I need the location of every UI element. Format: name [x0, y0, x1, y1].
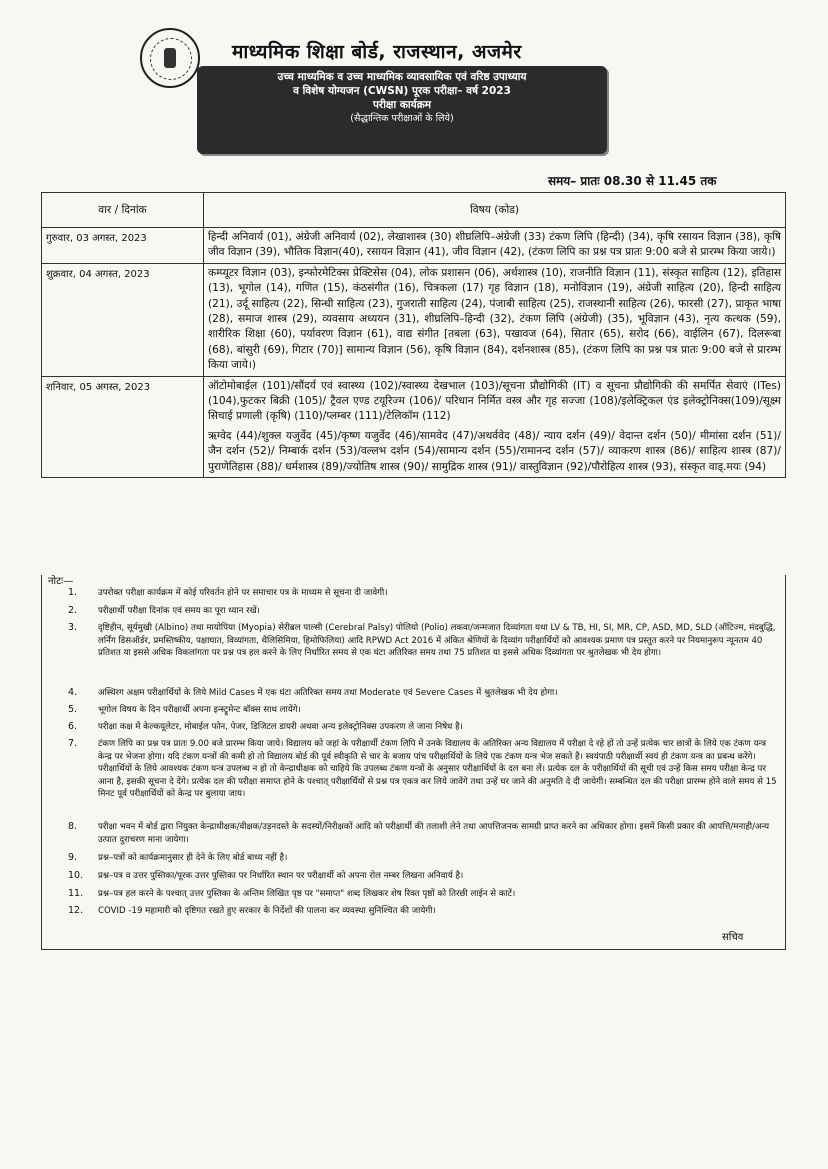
note-number: 1.	[68, 587, 78, 598]
note-number: 4.	[68, 687, 78, 698]
column-header-subject: विषय (कोड)	[204, 193, 786, 228]
signature-label: सचिव	[722, 932, 744, 943]
note-text: टंकण लिपि का प्रश्न पत्र प्रातः 9.00 बजे प्रारम्भ किया जाये। विद्यालय को जहां के परीक्षार्थी टंकण लिपि में उनके विद्यालय के अतिरिक्त अन्य विद्यालय में परीक्षा दे रहे हों तो उन्हें प्रत्येक चार छात्रों के लिये एक टंकण यन्त्र केन्द्र पर भेजना होगा। यदि टंकण यन्त्रों की कमी हो तो विद्यालय बोर्ड की पूर्व स्वीकृति से चार के बजाय पांच परीक्षार्थियों के लिये एक टंकण यन्त्र भेज सकते है। स्वयंपाठी परीक्षार्थी स्वयं ही टंकण यन्त्र का प्रबन्ध करेंगे। परीक्षार्थियों के लिये आवश्यक टंकण यन्त्र उपलब्ध न हो तो केन्द्राधीक्षक को चाहिये कि उपलब्ध टंकण यन्त्रों के अनुसार परीक्षार्थियों के दल बना लें। प्रत्येक दल के परीक्षार्थियों की सूची एवं उन्हें किस समय परीक्षा केन्द्र पर आना है, इसकी सूचना दे देंगे। प्रत्येक दल की परीक्षा समाप्त होने के पश्चात् परीक्षार्थियों से प्रश्न पत्र एकत्र कर लिये जावेंगे तथा उन्हें घर जाने की अनुमति दे दी जायेगी। सम्बन्धित दल की परीक्षा प्रारम्भ होने वाले समय से 15 मिनट पूर्व परीक्षार्थियों को केन्द्र पर बुलाया जाय।	[98, 739, 777, 800]
note-number: 9.	[68, 852, 78, 863]
note-item	[68, 687, 780, 700]
note-item	[68, 622, 780, 660]
note-number: 11.	[68, 888, 84, 899]
note-item	[68, 738, 780, 801]
banner-line-1: उच्च माध्यमिक व उच्च माध्यमिक व्यावसायिक एवं वरिष्ठ उपाध्याय	[277, 71, 527, 83]
notes-title: नोटः—	[48, 576, 74, 587]
note-text: प्रश्न–पत्रों को कार्यक्रमानुसार ही देने के लिए बोर्ड बाध्य नहीं है।	[98, 853, 288, 863]
banner-line-4: (सैद्धान्तिक परीक्षाओं के लिये)	[350, 113, 454, 124]
column-header-day: वार / दिनांक	[42, 193, 204, 228]
notes-section	[41, 575, 786, 950]
note-item	[68, 870, 780, 883]
board-title: माध्यमिक शिक्षा बोर्ड, राजस्थान, अजमेर	[232, 41, 522, 63]
note-text: परीक्षा भवन में बोर्ड द्वारा नियुक्त केन्द्राधीक्षक/वीक्षक/उड़नदस्ते के सदस्यों/निरीक्षकों आदि को परीक्षार्थी की तलाशी लेने तथा आपत्तिजनक सामग्री प्राप्त करने का अधिकार होगा। इसमें किसी प्रकार की आपत्ति/मनाही/अन्य उत्पात दुराचरण माना जायेगा।	[98, 822, 770, 845]
schedule-table	[41, 192, 786, 478]
note-number: 7.	[68, 738, 78, 749]
note-text: भूगोल विषय के दिन परीक्षार्थी अपना इन्स्ट्रूमेन्ट बॉक्स साथ लायेंगे।	[98, 705, 301, 715]
row-subjects: कम्प्यूटर विज्ञान (03), इन्फोरमेटिक्स प्रेक्टिसेस (04), लोक प्रशासन (06), अर्थशास्त्र (10), राजनीति विज्ञान (11), संस्कृत साहित्य (12), इतिहास (13), भूगोल (14), गणित (15), कंठसंगीत (16), चित्रकला (17) गृह विज्ञान (18), मनोविज्ञान (19), अंग्रेजी साहित्य (20), हिन्दी साहित्य (21), उर्दू साहित्य (22), सिन्धी साहित्य (23), गुजराती साहित्य (24), पंजाबी साहित्य (25), राजस्थानी साहित्य (26), फारसी (27), प्राकृत भाषा (28), समाज शास्त्र (29), व्यवसाय अध्ययन (31), शीघ्रलिपि–हिन्दी (32), टंकण लिपि (अंग्रेजी) (35), भूविज्ञान (43), नृत्य कत्थक (59), शारीरिक शिक्षा (60), पर्यावरण विज्ञान (61), वाद्य संगीत [तबला (63), पखावज (64), सितार (65), सरोद (66), वाईलिन (67), दिलरूबा (68), बांसुरी (69), गिटार (70)] सामान्य विज्ञान (56), कृषि विज्ञान (84), दर्शनशास्त्र (85), (टंकण लिपि का प्रश्न पत्र प्रातः 9:00 बजे से प्रारम्भ किया जाये।)	[204, 263, 786, 376]
note-number: 6.	[68, 721, 78, 732]
note-number: 10.	[68, 870, 84, 881]
row-day: शुक्रवार, 04 अगस्त, 2023	[42, 263, 204, 376]
table-header-row	[42, 193, 786, 228]
note-item	[68, 587, 780, 600]
table-row	[42, 228, 786, 264]
row-subjects-sanskrit: ऋग्वेद (44)/शुक्ल यजुर्वेद (45)/कृष्ण यजुर्वेद (46)/सामवेद (47)/अथर्ववेद (48)/ न्याय दर्शन (49)/ वेदान्त दर्शन (50)/ मीमांसा दर्शन (51)/ जैन दर्शन (52)/ निम्बार्क दर्शन (53)/वल्लभ दर्शन (54)/सामान्य दर्शन (55)/रामानन्द दर्शन (57)/ व्याकरण शास्त्र (86)/ साहित्य शास्त्र (87)/पुराणेतिहास (88)/ धर्मशास्त्र (89)/ज्योतिष शास्त्र (90)/ सामुद्रिक शास्त्र (91)/ वास्तुविज्ञान (92)/पौरोहित्य शास्त्र (93), संस्कृत वाड्.मयः (94)	[208, 429, 781, 473]
note-text: COVID -19 महामारी को दृष्टिगत रखते हुए सरकार के निर्देशों की पालना कर व्यवस्था सुनिश्चित की जायेगी।	[98, 906, 436, 916]
note-text: प्रश्न–पत्र हल करने के पश्चात् उत्तर पुस्तिका के अन्तिम लिखित पृष्ठ पर "समाप्त" शब्द लिखकर शेष रिक्त पृष्ठों को तिरछी लाईन से काटें।	[98, 889, 516, 899]
note-number: 3.	[68, 622, 78, 633]
banner-line-2: व विशेष योग्यजन (CWSN) पूरक परीक्षा– वर्ष 2023	[293, 85, 511, 97]
row-day: गुरुवार, 03 अगस्त, 2023	[42, 228, 204, 264]
note-number: 2.	[68, 605, 78, 616]
note-text: परीक्षार्थी परीक्षा दिनांक एवं समय का पूरा ध्यान रखें।	[98, 606, 260, 616]
banner-line-3: परीक्षा कार्यक्रम	[372, 99, 432, 111]
row-day: शनिवार, 05 अगस्त, 2023	[42, 376, 204, 477]
row-subjects: हिन्दी अनिवार्य (01), अंग्रेजी अनिवार्य (02), लेखाशास्त्र (30) शीघ्रलिपि–अंग्रेजी (33) टंकण लिपि (हिन्दी) (34), कृषि रसायन विज्ञान (38), कृषि जीव विज्ञान (39), भौतिक विज्ञान(40), रसायन विज्ञान (41), जीव विज्ञान (42), (टंकण लिपि का प्रश्न पत्र प्रातः 9:00 बजे से प्रारम्भ किया जाये।)	[204, 228, 786, 264]
note-text: उपरोक्त परीक्षा कार्यक्रम में कोई परिवर्तन होने पर समाचार पत्र के माध्यम से सूचना दी जावेगी।	[98, 588, 388, 598]
note-text: अस्थिरग अक्षम परीक्षार्थियों के लिये Mild Cases में एक घंटा अतिरिक्त समय तथा Moderate एवं Severe Cases में श्रुतलेखक भी देय होगा।	[98, 688, 558, 698]
note-item	[68, 821, 780, 846]
row-subjects-group	[204, 376, 786, 477]
note-item	[68, 704, 780, 717]
note-text: परीक्षा कक्ष में केल्कयूलेटर, मोबाईल फोन, पेजर, डिजिटल डायरी अथवा अन्य इलेक्ट्रोनिक्स उपकरण ले जाना निषेध है।	[98, 722, 463, 732]
note-item	[68, 888, 780, 901]
note-text: दृष्टिहीन, सूर्यमुखी (Albino) तथा मायोपिया (Myopia) सेरीब्रल पाल्सी (Cerebral Palsy) पोलियो (Polio) लकवा/जन्मजात दिव्यांगता यथा LV & TB, HI, SI, MR, CP, ASD, MD, SLD (ऑटिज्म, मंदबुद्धि, लर्निंग डिसऑर्डर, प्रमस्तिष्कीय, पक्षाघात, विव्यांगता, थैलिसिमिया, हिमोफिलिया) आदि RPWD Act 2016 में अंकित श्रेणियों के दिव्यांग परीक्षार्थियों को आवश्यक प्रमाण पत्र प्रस्तुत करने पर नियमानुरूप न्यूनतम 40 प्रतिशत या इससे अधिक विकलांगता पर प्रश्न पत्र हल करने के लिए निर्धारित समय से एक घंटा अतिरिक्त समय तथा 75 प्रतिशत या इससे अधिक दिव्यांगता पर श्रुतलेखक भी देय होगा।	[98, 623, 776, 659]
note-item	[68, 605, 780, 618]
note-number: 8.	[68, 821, 78, 832]
note-number: 5.	[68, 704, 78, 715]
row-subjects-vocational: ऑटोमोबाईल (101)/सौंदर्य एवं स्वास्थ्य (102)/स्वास्थ्य देखभाल (103)/सूचना प्रौद्योगिकी (IT) व सूचना प्रौद्योगिकी की समर्पित सेवाएं (ITes)(104),फुटकर बिक्री (105)/ ट्रैवल एण्ड टयूरिज्म (106)/ परिधान निर्मित वस्त्र और गृह सज्जा (108)/इलेक्ट्रिकल एंड इलेक्ट्रोनिक्स(109)/सूक्ष्म सिचाई प्रणाली (कृषि) (110)/प्लम्बर (111)/टेलिकॉम (112)	[208, 379, 781, 423]
note-item	[68, 721, 780, 734]
exam-time: समय– प्रातः 08.30 से 11.45 तक	[548, 174, 717, 188]
table-row	[42, 376, 786, 477]
note-number: 12.	[68, 905, 84, 916]
board-emblem-icon	[140, 28, 200, 88]
header-banner	[197, 66, 607, 154]
note-item	[68, 852, 780, 865]
note-item	[68, 905, 780, 918]
table-row	[42, 263, 786, 376]
note-text: प्रश्न–पत्र व उत्तर पुस्तिका/पूरक उत्तर पुस्तिका पर निर्धारित स्थान पर परीक्षार्थी को अपना रोल नम्बर लिखना अनिवार्य है।	[98, 871, 464, 881]
